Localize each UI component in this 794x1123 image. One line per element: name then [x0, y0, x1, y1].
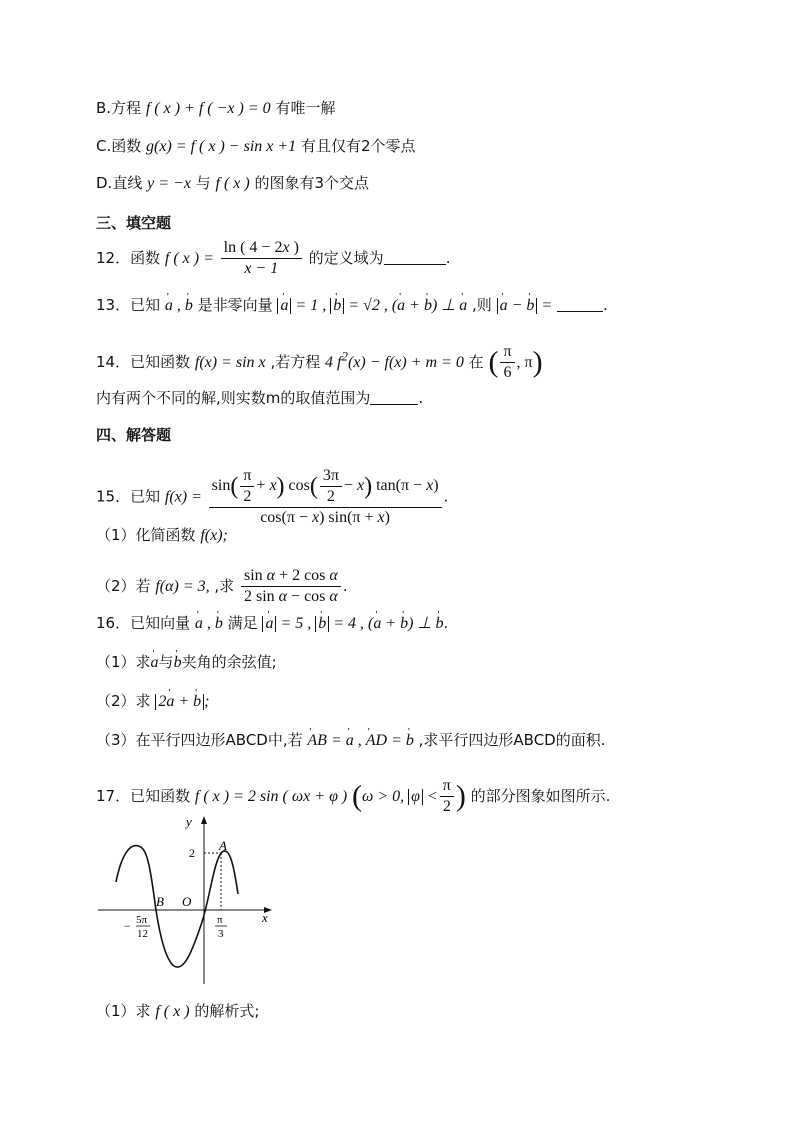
formula-d1: y = −x	[147, 175, 191, 192]
label-neg: −	[124, 919, 131, 933]
section-fill-in: 三、填空题	[96, 214, 172, 232]
question-17: 17．已知函数 f ( x ) = 2 sin ( ωx + φ ) (ω > 0, φ < $\frac{\pi}{2}$ ) 的部分图象如图所示.	[96, 777, 611, 815]
question-16-part2: （2）求 2' a + ' b ;	[96, 690, 209, 713]
option-b: B.方程 f ( x ) + f ( −x ) = 0 有唯一解	[96, 99, 336, 117]
question-15: 15．已知 f(x) = sin( $\frac{\pi}{2}$ + x) cos( $\frac{3\pi}{2}$ − x) tan(π − x) cos(π − x) sin(π + x) .	[96, 467, 449, 526]
question-15-part1: （1）化简函数 f(x);	[96, 526, 228, 544]
label-pi: π	[217, 914, 223, 926]
formula-b: f ( x ) + f ( −x ) = 0	[145, 100, 271, 117]
label-y: y	[186, 814, 192, 829]
question-15-part2: （2）若 f(α) = 3, ,求 $\frac{\text{sin α + 2 cos α}}{\text{2 sin α − cos α}}$ .	[96, 567, 348, 605]
label-origin: O	[182, 894, 192, 909]
answer-blank-13[interactable]	[557, 297, 603, 312]
label-12: 12	[137, 928, 148, 940]
fraction-q15-2: $\frac{\text{sin α + 2 cos α}}{\text{2 sin α − cos α}}$	[241, 566, 341, 607]
question-12: 12．函数 f ( x ) = $\frac{\ln ( 4 - 2x )}{x - 1}$ 的定义域为 .	[96, 239, 451, 277]
question-17-part1: （1）求 f ( x ) 的解析式;	[96, 1002, 260, 1020]
label-b: B	[156, 894, 164, 909]
question-13: 13．已知 ' a , ' b 是非零向量 ' a = 1 , ' b = √2 , (' a + ' b) ⊥ ' a ,则 ' a − ' b = .	[96, 294, 608, 317]
option-c: C.函数 g(x) = f ( x ) − sin x +1 有且仅有2个零点	[96, 137, 416, 155]
question-14-line2: 内有两个不同的解,则实数m的取值范围为 .	[96, 389, 424, 407]
sine-curve	[116, 846, 238, 967]
label-a: A	[219, 838, 227, 853]
label-3: 3	[218, 928, 224, 940]
question-16: 16．已知向量 ' a , ' b 满足 ' a = 5 , ' b = 4 , (' a + ' b) ⊥ ' b.	[96, 612, 448, 635]
section-solve: 四、解答题	[96, 426, 172, 444]
label-5pi: 5π	[136, 914, 148, 926]
question-16-part1: （1）求' a与' b夹角的余弦值;	[96, 651, 277, 674]
option-d: D.直线 y = −x 与 f ( x ) 的图象有3个交点	[96, 174, 370, 192]
question-16-part3: （3）在平行四边形ABCD中,若 ' AB = ' a , ' AD = ' b ,求平行四边形ABCD的面积.	[96, 729, 606, 752]
label-x: x	[262, 910, 268, 925]
formula-d2: f ( x )	[215, 175, 250, 192]
fraction-q12: $\frac{\ln ( 4 - 2x )}{x - 1}$	[221, 238, 302, 279]
fraction-q15: sin( $\frac{\pi}{2}$ + x) cos( $\frac{3\pi}{2}$ − x) tan(π − x) cos(π − x) sin(π + x)	[209, 466, 442, 528]
label-two: 2	[189, 846, 195, 860]
answer-blank-12[interactable]	[384, 250, 446, 265]
y-axis-arrow	[201, 816, 207, 824]
formula-c: g(x) = f ( x ) − sin x +1	[146, 138, 297, 155]
function-graph	[94, 812, 284, 992]
answer-blank-14[interactable]	[370, 390, 418, 405]
question-14: 14．已知函数 f(x) = sin x ,若方程 4 $f^2(x) - f(x) + m = 0$ 在 ( $\frac{\pi}{6}$ , π)	[96, 343, 543, 381]
